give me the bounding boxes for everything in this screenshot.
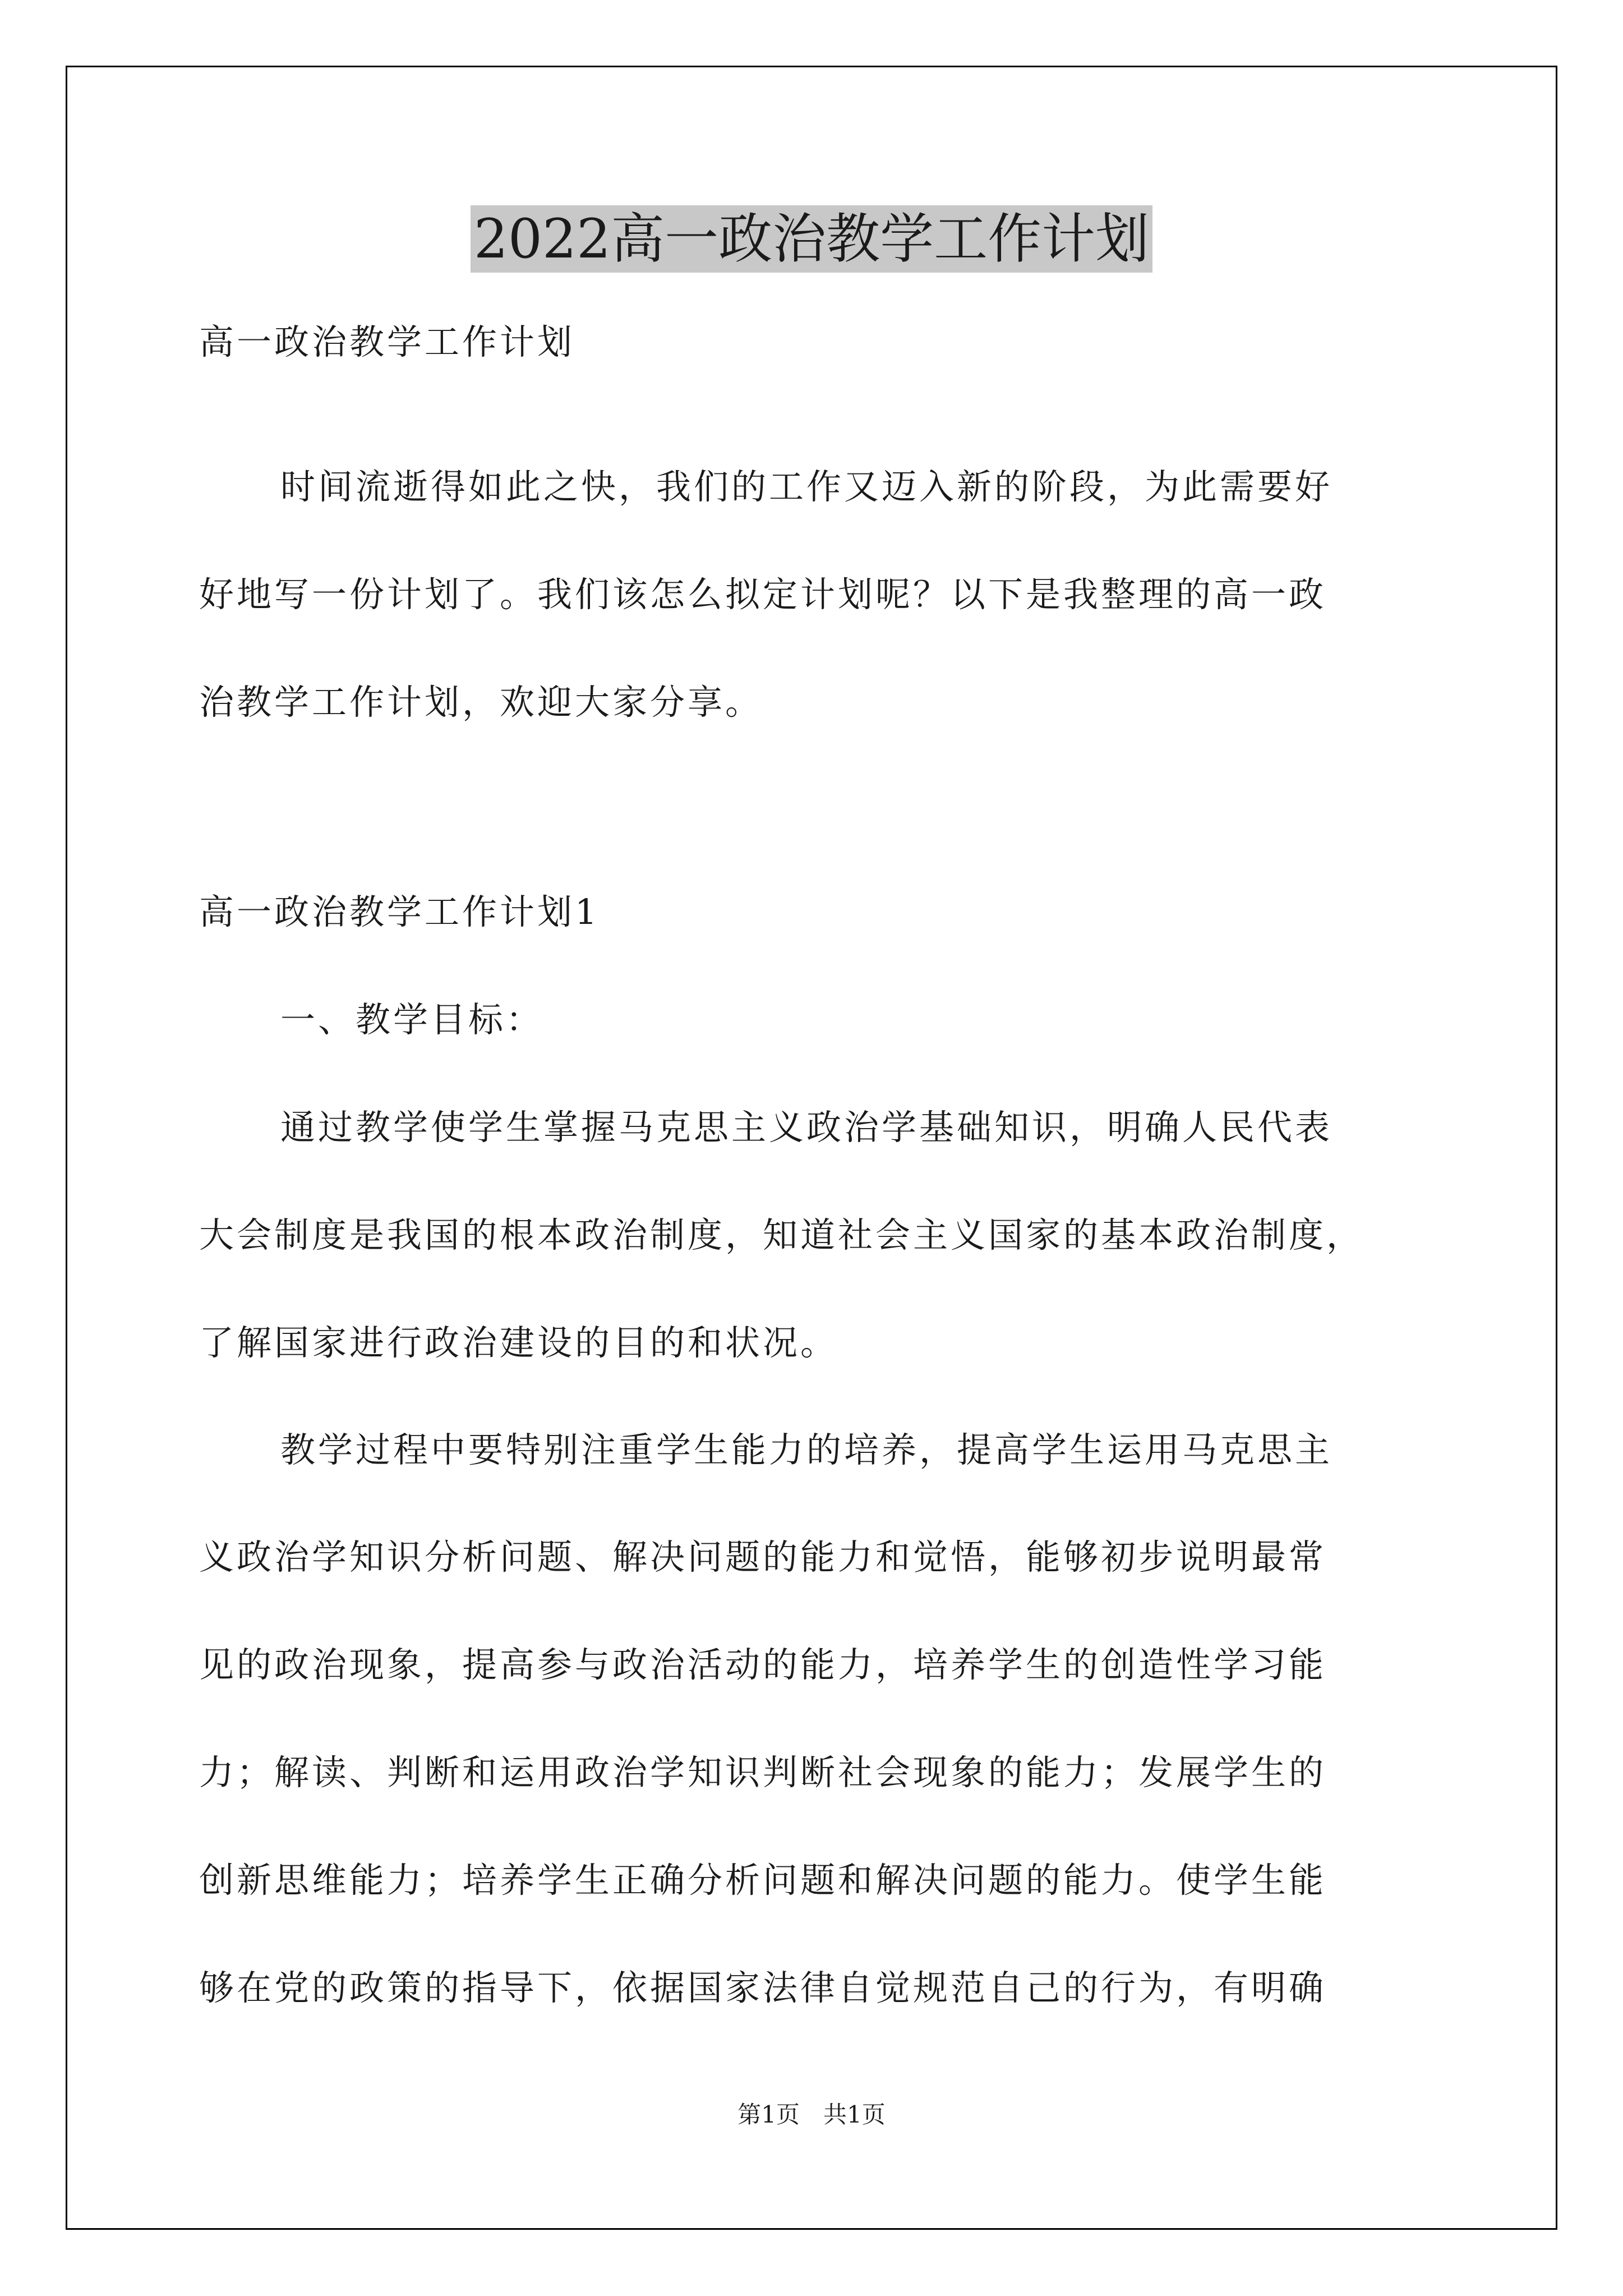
section-heading: 高一政治教学工作计划1 — [199, 891, 600, 932]
document-title — [0, 205, 1623, 273]
subtitle: 高一政治教学工作计划 — [199, 321, 575, 362]
paragraph2-line-4: 力；解读、判断和运用政治学知识判断社会现象的能力；发展学生的 — [199, 1752, 1327, 1793]
intro-line-2: 好地写一份计划了。我们该怎么拟定计划呢？以下是我整理的高一政 — [199, 574, 1327, 615]
intro-line-3: 治教学工作计划，欢迎大家分享。 — [199, 682, 763, 723]
paragraph1-line-1: 通过教学使学生掌握马克思主义政治学基础知识，明确人民代表 — [280, 1107, 1333, 1148]
page-footer: 第1页 共1页 — [737, 2101, 886, 2128]
paragraph2-line-2: 义政治学知识分析问题、解决问题的能力和觉悟，能够初步说明最常 — [199, 1536, 1327, 1577]
paragraph2-line-5: 创新思维能力；培养学生正确分析问题和解决问题的能力。使学生能 — [199, 1860, 1327, 1901]
paragraph1-line-3: 了解国家进行政治建设的目的和状况。 — [199, 1322, 838, 1363]
intro-line-1: 时间流逝得如此之快，我们的工作又迈入新的阶段，为此需要好 — [280, 466, 1333, 507]
paragraph1-line-2: 大会制度是我国的根本政治制度，知道社会主义国家的基本政治制度， — [199, 1214, 1364, 1255]
subsection-heading: 一、教学目标： — [280, 999, 544, 1040]
document-title-text: 2022高一政治教学工作计划 — [471, 205, 1152, 273]
paragraph2-line-3: 见的政治现象，提高参与政治活动的能力，培养学生的创造性学习能 — [199, 1644, 1327, 1685]
paragraph2-line-1: 教学过程中要特别注重学生能力的培养，提高学生运用马克思主 — [280, 1429, 1333, 1470]
paragraph2-line-6: 够在党的政策的指导下，依据国家法律自觉规范自己的行为，有明确 — [199, 1967, 1327, 2008]
